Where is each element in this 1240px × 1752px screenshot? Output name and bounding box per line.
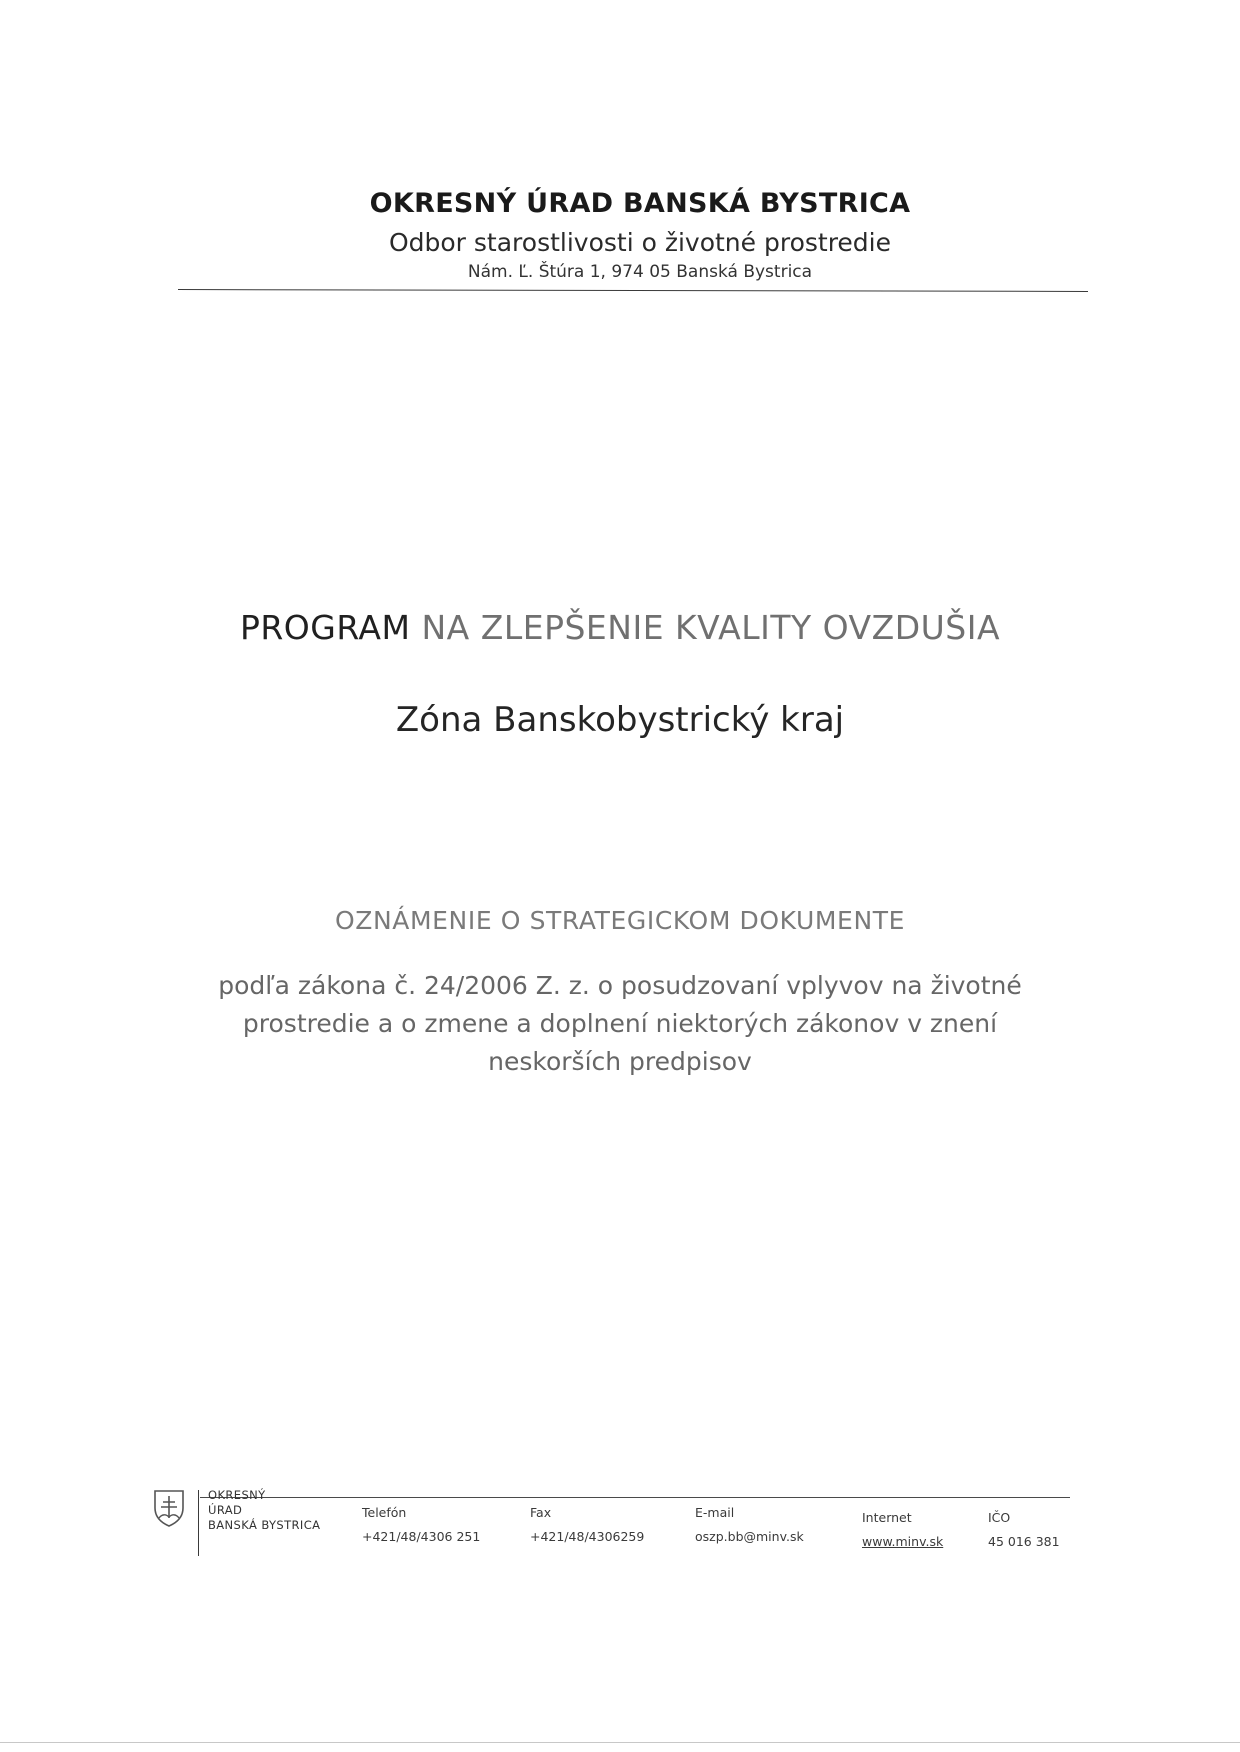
notice-line: prostredie a o zmene a doplnení niektorých zákonov v znení xyxy=(242,1009,998,1038)
title-program-rest: NA ZLEPŠENIE KVALITY OVZDUŠIA xyxy=(421,608,1001,647)
footer-internet-label: Internet xyxy=(862,1510,912,1525)
footer-phone-label: Telefón xyxy=(362,1505,407,1520)
org-title: OKRESNÝ ÚRAD BANSKÁ BYSTRICA xyxy=(369,188,911,219)
document-title xyxy=(100,608,1140,647)
footer-email-value: oszp.bb@minv.sk xyxy=(695,1529,804,1544)
slovak-coat-of-arms-icon xyxy=(152,1488,186,1528)
header-divider xyxy=(178,289,1088,292)
footer-org-line: BANSKÁ BYSTRICA xyxy=(208,1518,321,1532)
notice-line: neskorších predpisov xyxy=(488,1047,752,1076)
footer-fax-value: +421/48/4306259 xyxy=(530,1529,645,1544)
footer-email-label: E-mail xyxy=(695,1505,735,1520)
footer-phone xyxy=(362,1505,480,1544)
footer-fax xyxy=(530,1505,644,1544)
footer-ico xyxy=(988,1510,1060,1549)
notice-line: podľa zákona č. 24/2006 Z. z. o posudzovaní vplyvov na životné xyxy=(218,971,1022,1000)
footer-org-line: OKRESNÝ xyxy=(208,1488,266,1502)
footer-ico-value: 45 016 381 xyxy=(988,1534,1060,1549)
org-department: Odbor starostlivosti o životné prostredie xyxy=(388,228,892,257)
footer-fax-label: Fax xyxy=(530,1505,552,1520)
org-address: Nám. Ľ. Štúra 1, 974 05 Banská Bystrica xyxy=(467,262,813,282)
footer-internet-link[interactable]: www.minv.sk xyxy=(862,1534,944,1549)
notice-body xyxy=(170,967,1070,1081)
footer-org-line: ÚRAD xyxy=(208,1503,243,1517)
document-zone: Zóna Banskobystrický kraj xyxy=(395,700,845,740)
notice-heading: OZNÁMENIE O STRATEGICKOM DOKUMENTE xyxy=(334,906,906,935)
footer-ico-label: IČO xyxy=(988,1510,1011,1525)
scan-bottom-edge xyxy=(0,1742,1240,1743)
footer-internet xyxy=(862,1510,943,1549)
title-program-word: PROGRAM xyxy=(239,608,411,647)
footer-phone-value: +421/48/4306 251 xyxy=(362,1529,481,1544)
footer-vertical-divider xyxy=(198,1490,199,1556)
footer-email xyxy=(695,1505,804,1544)
footer-org-name xyxy=(208,1488,338,1533)
